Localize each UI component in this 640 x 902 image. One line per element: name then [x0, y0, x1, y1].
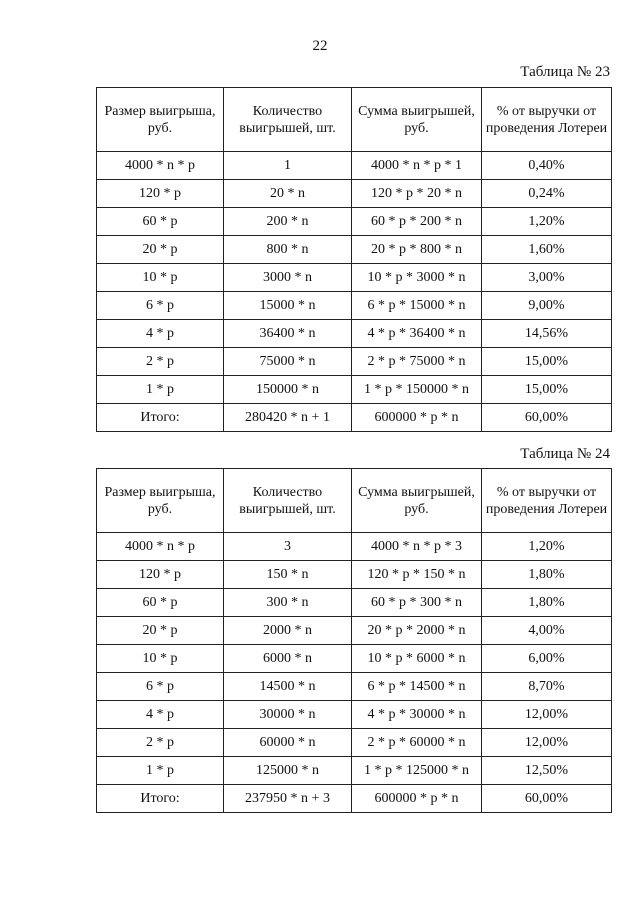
- cell-prize-sum: 1 * p * 125000 * n: [352, 757, 482, 785]
- table-row: [97, 292, 612, 320]
- header-prize-count: Количество выигрышей, шт.: [224, 469, 352, 533]
- table-header-row: [97, 469, 612, 533]
- cell-revenue-percent: 9,00%: [482, 292, 612, 320]
- table-row: [97, 589, 612, 617]
- cell-prize-count: 300 * n: [224, 589, 352, 617]
- cell-prize-sum: 60 * p * 300 * n: [352, 589, 482, 617]
- cell-prize-size: 2 * p: [97, 348, 224, 376]
- cell-prize-sum: 600000 * p * n: [352, 404, 482, 432]
- cell-prize-size: 60 * p: [97, 208, 224, 236]
- cell-prize-count: 800 * n: [224, 236, 352, 264]
- cell-prize-sum: 4000 * n * p * 1: [352, 152, 482, 180]
- cell-revenue-percent: 1,20%: [482, 208, 612, 236]
- cell-prize-size: 4000 * n * p: [97, 533, 224, 561]
- cell-prize-sum: 4 * p * 36400 * n: [352, 320, 482, 348]
- table-row: [97, 533, 612, 561]
- table-row: [97, 348, 612, 376]
- table-row: [97, 208, 612, 236]
- cell-prize-count: 30000 * n: [224, 701, 352, 729]
- table-row: [97, 320, 612, 348]
- cell-prize-size: 4 * p: [97, 701, 224, 729]
- cell-prize-count: 200 * n: [224, 208, 352, 236]
- cell-revenue-percent: 1,80%: [482, 589, 612, 617]
- cell-prize-size: 4 * p: [97, 320, 224, 348]
- cell-prize-count: 237950 * n + 3: [224, 785, 352, 813]
- prize-table-24: [96, 468, 612, 813]
- cell-prize-count: 2000 * n: [224, 617, 352, 645]
- cell-prize-size: 120 * p: [97, 180, 224, 208]
- table-23-caption: Таблица № 23: [520, 64, 610, 80]
- cell-prize-count: 15000 * n: [224, 292, 352, 320]
- cell-prize-size: 6 * p: [97, 673, 224, 701]
- header-prize-sum: Сумма выигрышей, руб.: [352, 469, 482, 533]
- cell-prize-sum: 10 * p * 3000 * n: [352, 264, 482, 292]
- cell-revenue-percent: 15,00%: [482, 376, 612, 404]
- header-prize-count: Количество выигрышей, шт.: [224, 88, 352, 152]
- header-revenue-percent: % от выручки от проведения Лотереи: [482, 469, 612, 533]
- cell-prize-count: 280420 * n + 1: [224, 404, 352, 432]
- cell-prize-size: 6 * p: [97, 292, 224, 320]
- cell-revenue-percent: 1,20%: [482, 533, 612, 561]
- cell-prize-sum: 1 * p * 150000 * n: [352, 376, 482, 404]
- cell-prize-size: 120 * p: [97, 561, 224, 589]
- cell-prize-sum: 600000 * p * n: [352, 785, 482, 813]
- cell-prize-size: 60 * p: [97, 589, 224, 617]
- header-prize-sum: Сумма выигрышей, руб.: [352, 88, 482, 152]
- cell-prize-size: 2 * p: [97, 729, 224, 757]
- table-header-row: [97, 88, 612, 152]
- cell-prize-count: 20 * n: [224, 180, 352, 208]
- table-row: [97, 729, 612, 757]
- cell-revenue-percent: 15,00%: [482, 348, 612, 376]
- table-total-row: [97, 404, 612, 432]
- table-row: [97, 264, 612, 292]
- cell-prize-sum: 6 * p * 14500 * n: [352, 673, 482, 701]
- table-row: [97, 673, 612, 701]
- cell-prize-size: Итого:: [97, 404, 224, 432]
- cell-revenue-percent: 8,70%: [482, 673, 612, 701]
- cell-prize-sum: 20 * p * 800 * n: [352, 236, 482, 264]
- cell-prize-sum: 6 * p * 15000 * n: [352, 292, 482, 320]
- table-row: [97, 152, 612, 180]
- cell-prize-count: 125000 * n: [224, 757, 352, 785]
- cell-prize-count: 36400 * n: [224, 320, 352, 348]
- cell-revenue-percent: 60,00%: [482, 404, 612, 432]
- page-number: 22: [312, 38, 328, 54]
- table-24-caption: Таблица № 24: [520, 446, 610, 462]
- cell-prize-sum: 4000 * n * p * 3: [352, 533, 482, 561]
- table-24-body: [97, 533, 612, 813]
- cell-revenue-percent: 12,00%: [482, 701, 612, 729]
- cell-prize-size: 20 * p: [97, 617, 224, 645]
- cell-prize-count: 3: [224, 533, 352, 561]
- cell-prize-sum: 10 * p * 6000 * n: [352, 645, 482, 673]
- cell-prize-count: 75000 * n: [224, 348, 352, 376]
- cell-revenue-percent: 0,24%: [482, 180, 612, 208]
- cell-prize-sum: 60 * p * 200 * n: [352, 208, 482, 236]
- cell-revenue-percent: 14,56%: [482, 320, 612, 348]
- table-23-body: [97, 152, 612, 432]
- cell-revenue-percent: 3,00%: [482, 264, 612, 292]
- cell-prize-count: 1: [224, 152, 352, 180]
- table-row: [97, 701, 612, 729]
- cell-revenue-percent: 1,80%: [482, 561, 612, 589]
- table-row: [97, 180, 612, 208]
- cell-prize-count: 3000 * n: [224, 264, 352, 292]
- table-row: [97, 645, 612, 673]
- cell-prize-size: 1 * p: [97, 376, 224, 404]
- table-total-row: [97, 785, 612, 813]
- cell-prize-count: 150 * n: [224, 561, 352, 589]
- cell-revenue-percent: 4,00%: [482, 617, 612, 645]
- cell-prize-count: 6000 * n: [224, 645, 352, 673]
- cell-revenue-percent: 12,50%: [482, 757, 612, 785]
- table-row: [97, 617, 612, 645]
- cell-prize-size: 1 * p: [97, 757, 224, 785]
- table-row: [97, 757, 612, 785]
- table-row: [97, 376, 612, 404]
- cell-prize-size: 4000 * n * p: [97, 152, 224, 180]
- cell-prize-count: 14500 * n: [224, 673, 352, 701]
- table-row: [97, 561, 612, 589]
- cell-prize-sum: 120 * p * 150 * n: [352, 561, 482, 589]
- cell-revenue-percent: 1,60%: [482, 236, 612, 264]
- cell-prize-size: 10 * p: [97, 645, 224, 673]
- cell-revenue-percent: 60,00%: [482, 785, 612, 813]
- cell-prize-sum: 20 * p * 2000 * n: [352, 617, 482, 645]
- cell-prize-size: 20 * p: [97, 236, 224, 264]
- cell-prize-count: 150000 * n: [224, 376, 352, 404]
- cell-revenue-percent: 6,00%: [482, 645, 612, 673]
- header-revenue-percent: % от выручки от проведения Лотереи: [482, 88, 612, 152]
- cell-prize-sum: 120 * p * 20 * n: [352, 180, 482, 208]
- cell-revenue-percent: 0,40%: [482, 152, 612, 180]
- cell-prize-sum: 2 * p * 75000 * n: [352, 348, 482, 376]
- header-prize-size: Размер выигрыша, руб.: [97, 88, 224, 152]
- table-row: [97, 236, 612, 264]
- cell-prize-size: 10 * p: [97, 264, 224, 292]
- cell-prize-size: Итого:: [97, 785, 224, 813]
- prize-table-23: [96, 87, 612, 432]
- cell-revenue-percent: 12,00%: [482, 729, 612, 757]
- cell-prize-sum: 2 * p * 60000 * n: [352, 729, 482, 757]
- cell-prize-sum: 4 * p * 30000 * n: [352, 701, 482, 729]
- header-prize-size: Размер выигрыша, руб.: [97, 469, 224, 533]
- cell-prize-count: 60000 * n: [224, 729, 352, 757]
